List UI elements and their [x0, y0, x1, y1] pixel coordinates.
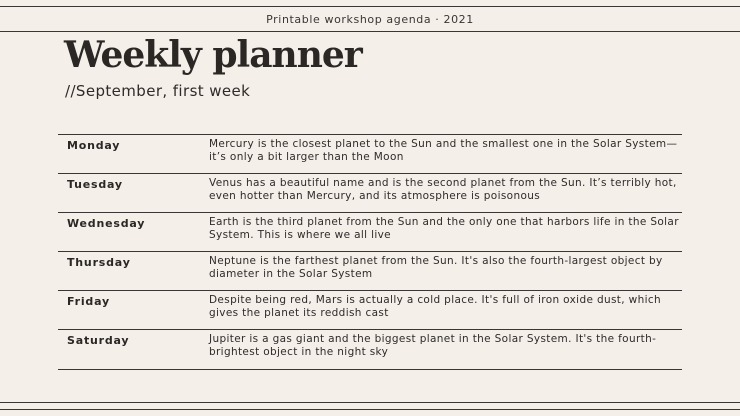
day-description: Earth is the third planet from the Sun and the only one that harbors life in the Solar System. This is where we all live [209, 216, 679, 241]
day-label: Tuesday [67, 178, 123, 191]
schedule-row-tuesday [58, 173, 682, 212]
schedule-row-thursday [58, 251, 682, 290]
day-label: Friday [67, 295, 110, 308]
top-rule-inner [0, 31, 740, 32]
bottom-rule-outer [0, 409, 740, 410]
day-label: Thursday [67, 256, 131, 269]
schedule-row-monday [58, 134, 682, 173]
day-label: Saturday [67, 334, 130, 347]
day-description: Venus has a beautiful name and is the second planet from the Sun. It’s terribly hot, even hotter than Mercury, and its atmosphere is poisonous [209, 177, 677, 202]
day-description: Jupiter is a gas giant and the biggest planet in the Solar System. It's the fourth-brightest object in the night sky [209, 333, 657, 358]
bottom-rule-inner [0, 402, 740, 403]
schedule-row-wednesday [58, 212, 682, 251]
page-title: Weekly planner [64, 34, 362, 76]
day-description: Despite being red, Mars is actually a cold place. It's full of iron oxide dust, which gives the planet its reddish cast [209, 294, 661, 319]
header-banner: Printable workshop agenda · 2021 [266, 13, 474, 26]
day-label: Monday [67, 139, 121, 152]
day-description: Neptune is the farthest planet from the Sun. It's also the fourth-largest object by diameter in the Solar System [209, 255, 663, 280]
schedule-row-friday [58, 290, 682, 329]
day-description: Mercury is the closest planet to the Sun and the smallest one in the Solar System—it’s only a bit larger than the Moon [209, 138, 678, 163]
schedule-row-saturday [58, 329, 682, 370]
schedule-table [58, 134, 682, 370]
day-label: Wednesday [67, 217, 146, 230]
page-subtitle: //September, first week [65, 82, 251, 100]
top-rule-outer [0, 6, 740, 7]
